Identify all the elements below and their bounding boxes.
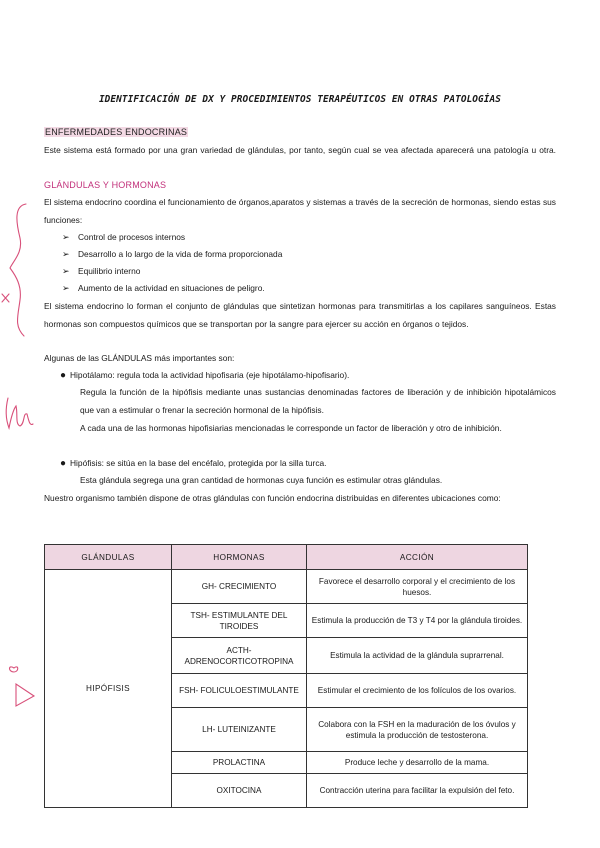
paragraph-endocrine-system: El sistema endocrino lo forman el conjunto de glándulas que sintetizan hormonas para transmitirlas a los capilares sanguíneos. Estas hormonas son compuestos químicos que se transportan por la sangre para ejercer su acción en órganos o tejidos.	[44, 301, 556, 329]
bullet-dot-icon: ●	[60, 458, 67, 469]
handwritten-note-icon	[6, 398, 33, 428]
action-cell: Produce leche y desarrollo de la mama.	[307, 752, 528, 774]
list-item: ➢ Desarrollo a lo largo de la vida de forma proporcionada	[62, 246, 282, 264]
table-header-row	[45, 545, 528, 570]
action-cell: Estimula la producción de T3 y T4 por la glándula tiroides.	[307, 604, 528, 638]
hormone-cell: FSH- FOLICULOESTIMULANTE	[172, 674, 307, 708]
subsection-title: GLÁNDULAS Y HORMONAS	[44, 180, 167, 190]
action-cell: Estimular el crecimiento de los folículos de los ovarios.	[307, 674, 528, 708]
hormone-cell: LH- LUTEINIZANTE	[172, 708, 307, 752]
action-cell: Favorece el desarrollo corporal y el crecimiento de los huesos.	[307, 570, 528, 604]
list-item-hipotalamo: ● Hipotálamo: regula toda la actividad hipofisaria (eje hipotálamo-hipofisario).	[60, 367, 349, 384]
circle-mark-icon	[10, 667, 18, 672]
hipotalamo-detail: Regula la función de la hipófisis mediante unas sustancias denominadas factores de liberación y de inhibición hipotalámicos que van a estimular o frenar la secreción hormonal de la hipófisis.	[80, 387, 556, 415]
hipofisis-detail: Esta glándula segrega una gran cantidad de hormonas cuya función es estimular otras glándulas.	[80, 475, 443, 485]
list-item-hipofisis: ● Hipófisis: se sitúa en la base del encéfalo, protegida por la silla turca.	[60, 455, 327, 472]
table-row	[45, 570, 528, 604]
arrow-bullet-icon: ➢	[62, 267, 70, 277]
bracket-mark-icon	[10, 204, 26, 336]
action-cell: Colabora con la FSH en la maduración de los óvulos y estimula la producción de testosterona.	[307, 708, 528, 752]
arrow-bullet-icon: ➢	[62, 250, 70, 260]
hormone-cell: ACTH- ADRENOCORTICOTROPINA	[172, 638, 307, 674]
x-mark-icon	[2, 294, 9, 302]
hormone-cell: OXITOCINA	[172, 774, 307, 808]
hormone-cell: PROLACTINA	[172, 752, 307, 774]
hormone-cell: TSH- ESTIMULANTE DEL TIROIDES	[172, 604, 307, 638]
arrow-bullet-icon: ➢	[62, 284, 70, 294]
action-cell: Estimula la actividad de la glándula suprarrenal.	[307, 638, 528, 674]
column-header-action: ACCIÓN	[307, 545, 528, 570]
list-item: ➢ Equilibrio interno	[62, 263, 140, 281]
triangle-mark-icon	[16, 684, 34, 706]
column-header-hormones: HORMONAS	[172, 545, 307, 570]
glands-table	[44, 544, 528, 808]
document-title: IDENTIFICACIÓN DE DX Y PROCEDIMIENTOS TERAPÉUTICOS EN OTRAS PATOLOGÍAS	[98, 94, 502, 105]
paragraph-glands-intro: Algunas de las GLÁNDULAS más importantes son:	[44, 353, 235, 363]
gland-cell-hipofisis: HIPÓFISIS	[45, 570, 172, 808]
paragraph-other-glands: Nuestro organismo también dispone de otras glándulas con función endocrina distribuidas en diferentes ubicaciones como:	[44, 493, 501, 503]
hipotalamo-detail: A cada una de las hormonas hipofisiarias mencionadas le corresponde un factor de liberación y otro de inhibición.	[80, 423, 502, 433]
list-item: ➢ Control de procesos internos	[62, 229, 185, 247]
section-title: ENFERMEDADES ENDOCRINAS	[45, 127, 188, 137]
intro-paragraph: Este sistema está formado por una gran variedad de glándulas, por tanto, según cual se vea afectada aparecerá una patología u otra.	[44, 145, 556, 155]
action-cell: Contracción uterina para facilitar la expulsión del feto.	[307, 774, 528, 808]
column-header-glands: GLÁNDULAS	[45, 545, 172, 570]
list-item: ➢ Aumento de la actividad en situaciones de peligro.	[62, 280, 265, 298]
bullet-dot-icon: ●	[60, 370, 67, 381]
arrow-bullet-icon: ➢	[62, 233, 70, 243]
hormone-cell: GH- CRECIMIENTO	[172, 570, 307, 604]
paragraph-functions-intro: El sistema endocrino coordina el funcionamiento de órganos,aparatos y sistemas a través de la secreción de hormonas, siendo estas sus funciones:	[44, 197, 556, 225]
